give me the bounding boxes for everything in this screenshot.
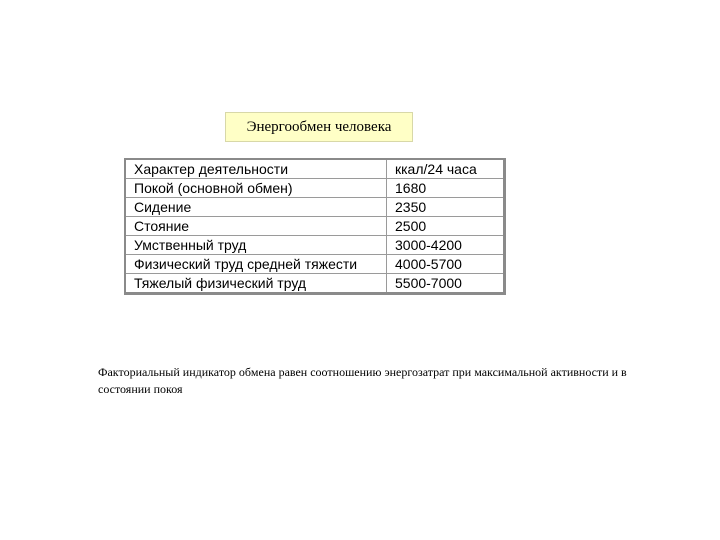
activity-cell: Умственный труд [126, 236, 387, 255]
page-title-box [225, 112, 413, 142]
activity-cell: Покой (основной обмен) [126, 179, 387, 198]
page-title: Энергообмен человека [246, 118, 392, 135]
kcal-cell: 2350 [387, 198, 504, 217]
table-header-row [126, 160, 503, 179]
kcal-cell: 3000-4200 [387, 236, 504, 255]
activity-cell: Стояние [126, 217, 387, 236]
table-row [126, 255, 503, 274]
column-header-kcal: ккал/24 часа [387, 160, 504, 179]
table-row [126, 179, 503, 198]
activity-cell: Сидение [126, 198, 387, 217]
footnote-text: Факториальный индикатор обмена равен соотношению энергозатрат при максимальной активности и в состоянии покоя [98, 365, 627, 396]
energy-table [126, 160, 503, 292]
table-row [126, 217, 503, 236]
energy-table-frame [124, 158, 506, 295]
table-row [126, 274, 503, 293]
column-header-activity: Характер деятельности [126, 160, 387, 179]
kcal-cell: 4000-5700 [387, 255, 504, 274]
table-row [126, 198, 503, 217]
kcal-cell: 2500 [387, 217, 504, 236]
activity-cell: Тяжелый физический труд [126, 274, 387, 293]
kcal-cell: 5500-7000 [395, 274, 462, 291]
activity-cell: Физический труд средней тяжести [126, 255, 387, 274]
table-row [126, 236, 503, 255]
kcal-cell: 1680 [387, 179, 504, 198]
